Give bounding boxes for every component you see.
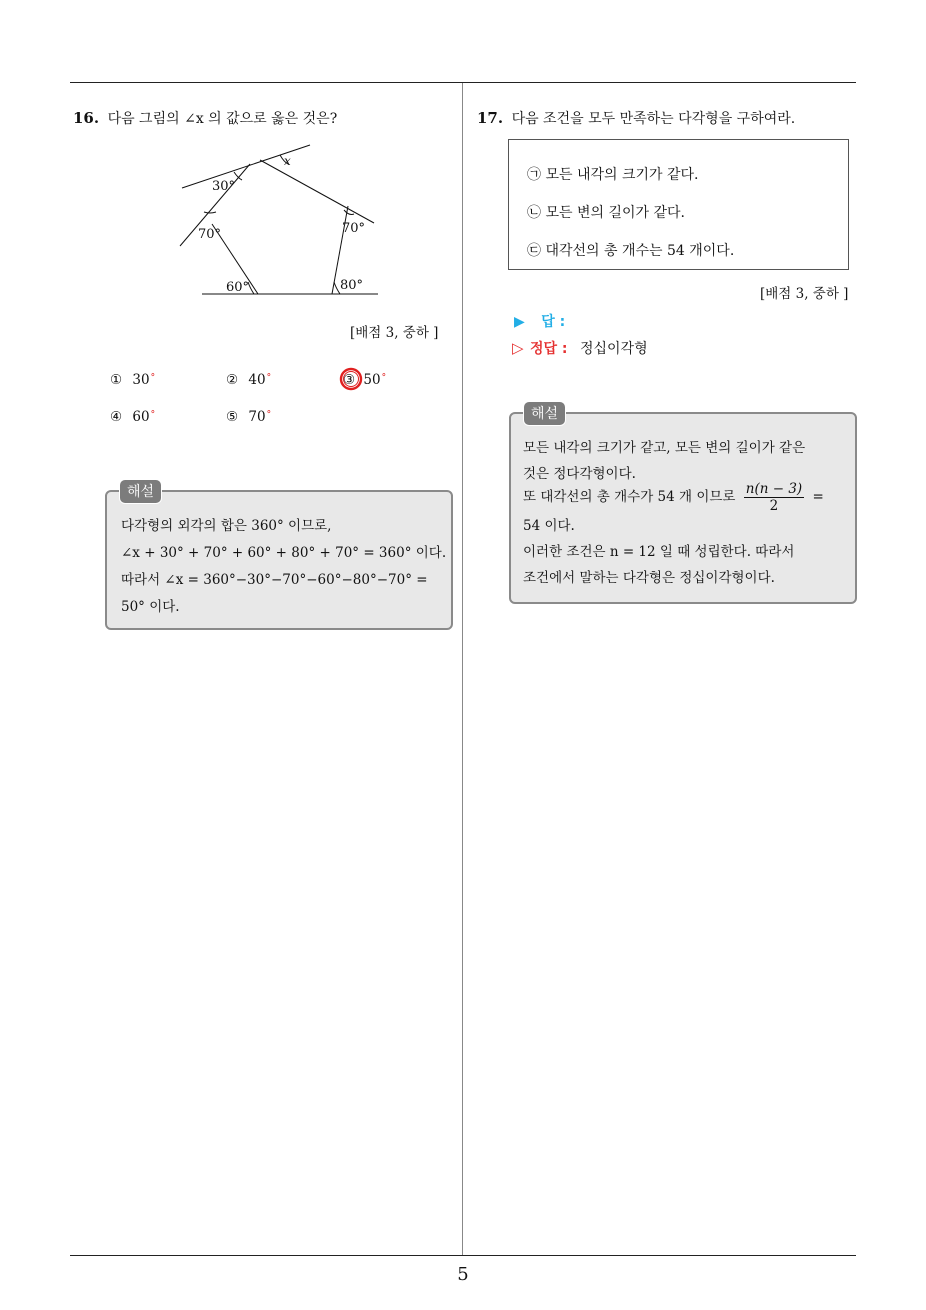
condition-1: ㉠ 모든 내각의 크기가 같다. — [527, 167, 699, 183]
choice-5-degree: ° — [266, 410, 272, 420]
choice-5[interactable] — [226, 409, 271, 425]
condition-3: ㉢ 대각선의 총 개수는 54 개이다. — [527, 243, 735, 259]
correct-answer-row — [512, 338, 648, 358]
choice-4-mark: ④ — [110, 409, 123, 425]
choice-5-mark: ⑤ — [226, 409, 239, 425]
correct-answer-label: 정답 : — [530, 341, 568, 357]
answer-arrow-icon: ▶ — [514, 314, 525, 330]
q17-fraction-numerator: n(n − 3) — [745, 481, 803, 497]
q16-solution-line-3: 따라서 ∠x = 360°−30°−70°−60°−80°−70° = — [121, 572, 428, 588]
label-80: 80° — [340, 278, 364, 293]
angle-arc-70-left — [204, 212, 216, 213]
choice-2-value: 40 — [248, 372, 266, 388]
figure-line-top — [182, 145, 310, 188]
q16-solution-line-2: ∠x + 30° + 70° + 60° + 80° + 70° = 360° 이다. — [121, 545, 447, 561]
label-70-left: 70° — [198, 227, 222, 242]
q17-solution-line-5: 이러한 조건은 n = 12 일 때 성립한다. 따라서 — [523, 544, 795, 560]
question-16-points: [배점 3, 중하 ] — [350, 325, 439, 341]
choice-4-value: 60 — [132, 409, 150, 425]
top-rule — [70, 82, 856, 83]
choice-1-value: 30 — [132, 372, 150, 388]
correct-answer-arrow-icon: ▷ — [512, 339, 524, 357]
q16-solution-line-4: 50° 이다. — [121, 599, 180, 615]
choice-3-degree: ° — [381, 373, 387, 383]
question-16-number: 16. — [73, 109, 100, 127]
figure-line-right — [260, 160, 374, 223]
question-16-solution-tag: 해설 — [119, 479, 162, 504]
choice-3-value: 50 — [363, 372, 381, 388]
question-16-text: 다음 그림의 ∠x 의 값으로 옳은 것은? — [107, 111, 338, 127]
pentagon-exterior-angle-figure — [176, 140, 386, 300]
answer-input-row[interactable] — [514, 311, 565, 331]
choice-5-value: 70 — [248, 409, 266, 425]
q17-solution-line-3 — [523, 480, 824, 514]
choice-2[interactable] — [226, 372, 271, 388]
question-17-solution-tag: 해설 — [523, 401, 566, 426]
question-16-header — [73, 108, 337, 129]
question-17-points: [배점 3, 중하 ] — [760, 286, 849, 302]
answer-label: 답 : — [541, 314, 566, 330]
q17-solution-line-4: 54 이다. — [523, 518, 575, 534]
choice-1[interactable] — [110, 372, 155, 388]
choice-1-degree: ° — [150, 373, 156, 383]
choice-2-mark: ② — [226, 372, 239, 388]
label-60: 60° — [226, 280, 250, 295]
choice-1-mark: ① — [110, 372, 123, 388]
question-16-solution-box — [105, 490, 453, 630]
conditions-box — [508, 139, 849, 270]
question-17-number: 17. — [477, 109, 504, 127]
q17-fraction-denominator: 2 — [769, 498, 779, 514]
choice-4-degree: ° — [150, 410, 156, 420]
choice-3-mark: ③ — [343, 372, 356, 388]
question-17-header — [477, 108, 795, 129]
q17-solution-line-3-suffix: = — [812, 489, 824, 505]
q17-solution-fraction — [744, 481, 804, 514]
q17-solution-line-1: 모든 내각의 크기가 같고, 모든 변의 길이가 같은 — [523, 440, 806, 456]
q16-solution-line-1: 다각형의 외각의 합은 360° 이므로, — [121, 518, 332, 534]
column-divider — [462, 83, 463, 1256]
q17-solution-line-3-prefix: 또 대각선의 총 개수가 54 개 이므로 — [523, 489, 736, 505]
page-number: 5 — [457, 1264, 469, 1285]
q17-solution-line-2: 것은 정다각형이다. — [523, 466, 636, 482]
correct-answer-value: 정십이각형 — [579, 341, 648, 357]
q17-solution-line-6: 조건에서 말하는 다각형은 정십이각형이다. — [523, 570, 775, 586]
label-x: x — [284, 154, 291, 168]
label-70-right: 70° — [342, 221, 366, 236]
choice-4[interactable] — [110, 409, 155, 425]
choice-2-degree: ° — [266, 373, 272, 383]
bottom-rule — [70, 1255, 856, 1256]
condition-2: ㉡ 모든 변의 길이가 같다. — [527, 205, 685, 221]
question-17-solution-box — [509, 412, 857, 604]
label-30: 30° — [212, 179, 236, 194]
choice-3[interactable] — [343, 372, 386, 388]
question-17-text: 다음 조건을 모두 만족하는 다각형을 구하여라. — [511, 111, 796, 127]
